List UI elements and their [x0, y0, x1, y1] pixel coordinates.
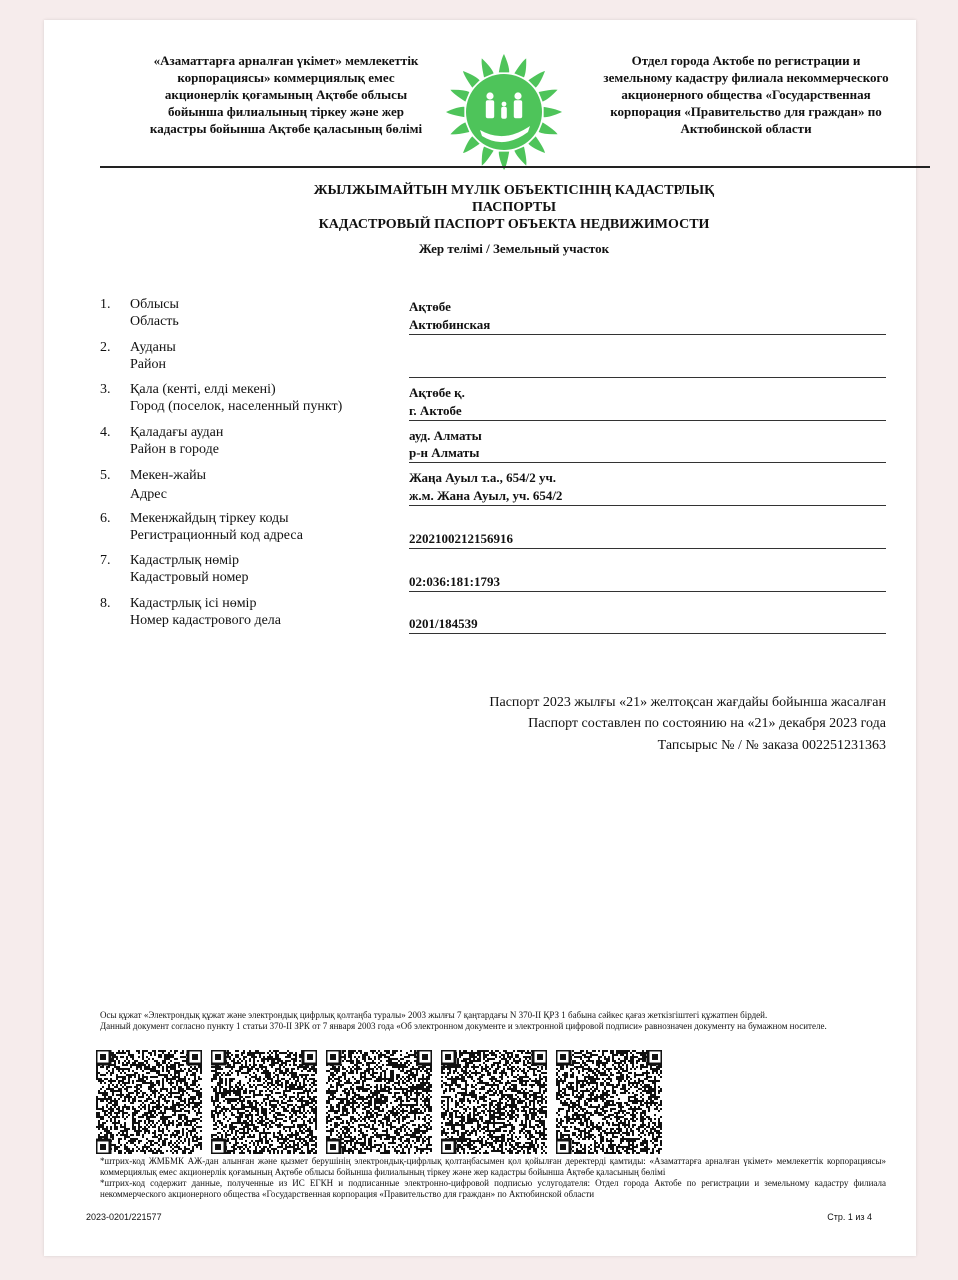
barcode-footnote [100, 1156, 886, 1200]
field-number: 5. [100, 468, 111, 483]
field-label [130, 467, 410, 503]
field-cadastral-number [44, 552, 916, 594]
document-id: 2023-0201/221577 [86, 1212, 162, 1222]
field-label-kz: Мекен-жайы [130, 468, 207, 483]
field-label [130, 510, 410, 544]
field-district [44, 339, 916, 381]
passport-date-kz: Паспорт 2023 жылғы «21» желтоқсан жағдайы бойынша жасалған [489, 695, 886, 710]
legal-notice-ru: Данный документ согласно пункту 1 статьи 370-II ЗРК от 7 января 2003 года «Об электронном документе и электронной цифровой подписи» равнозначен документу на бумажном носителе. [100, 1021, 827, 1031]
field-region [44, 296, 916, 338]
field-address [44, 467, 916, 509]
field-underline [409, 462, 886, 463]
field-address-code [44, 510, 916, 552]
title-line-kz: ЖЫЛЖЫМАЙТЫН МҮЛІК ОБЪЕКТІСІНІҢ КАДАСТРЛЫҚ [313, 183, 715, 198]
field-value-ru: ж.м. Жана Ауыл, уч. 654/2 [409, 488, 563, 503]
qr-code-icon [96, 1050, 202, 1154]
field-label-kz: Облысы [130, 297, 179, 312]
passport-date-ru: Паспорт составлен по состоянию на «21» декабря 2023 года [528, 716, 886, 731]
field-value-ru: Актюбинская [409, 317, 491, 332]
field-label [130, 595, 410, 629]
qr-code-strip [96, 1050, 676, 1154]
field-label-ru: Кадастровый номер [130, 570, 249, 585]
field-label-ru: Район [130, 357, 166, 372]
field-underline [409, 377, 886, 378]
field-number: 4. [100, 425, 111, 440]
field-underline [409, 334, 886, 335]
field-cadastral-case [44, 595, 916, 637]
field-value-ru: 0201/184539 [409, 616, 478, 631]
field-label-kz: Кадастрлық нөмір [130, 553, 239, 568]
header-left-org-kz: «Азаматтарға арналған үкімет» мемлекеттік корпорациясы» коммерциялық емес акционерлік қоғамының Ақтөбе облысы бойынша филиалының тіркеу және жер кадастры бойынша Ақтөбе қаласының бөлімі [149, 53, 423, 136]
document-page [44, 20, 916, 1256]
field-label-ru: Район в городе [130, 442, 219, 457]
field-value-kz: Жаңа Ауыл т.а., 654/2 уч. [409, 470, 557, 485]
field-value-ru: 02:036:181:1793 [409, 574, 500, 589]
qr-code-icon [326, 1050, 432, 1154]
field-label-kz: Мекенжайдың тіркеу коды [130, 511, 289, 526]
field-label-ru: Адрес [130, 487, 168, 502]
field-label-ru: Номер кадастрового дела [130, 613, 282, 628]
field-label-kz: Кадастрлық ісі нөмір [130, 596, 257, 611]
qr-code-icon [556, 1050, 662, 1154]
field-number: 7. [100, 553, 111, 568]
field-label [130, 552, 410, 586]
legal-notice-kz: Осы құжат «Электрондық құжат және электрондық цифрлық қолтаңба туралы» 2003 жылғы 7 қаңтардағы N 370-II ҚРЗ 1 бабына сәйкес қағаз жеткізгіштегі құжатпен бірдей. [100, 1010, 768, 1020]
field-label-ru: Город (поселок, населенный пункт) [130, 399, 343, 414]
field-value-ru: г. Актобе [409, 403, 462, 418]
title-line-ru: КАДАСТРОВЫЙ ПАСПОРТ ОБЪЕКТА НЕДВИЖИМОСТИ [318, 217, 710, 232]
field-underline [409, 548, 886, 549]
field-label-ru: Область [130, 314, 179, 329]
header-divider [100, 166, 930, 168]
field-number: 6. [100, 511, 111, 526]
legal-notice [100, 1010, 886, 1032]
barcode-footnote-kz: *штрих-код ЖМБМК АЖ-дан алынған және қызмет берушінің электрондық-цифрлық қолтаңбасымен қол қойылған деректерді қамтиды: «Азаматтарға арналған үкімет» мемлекеттік корпорациясы» коммерциялық емес акционерлік қоғамының Ақтөбе облысы бойынша филиалының тіркеу және жер кадастры бойынша Ақтөбе қаласының бөлімі [100, 1156, 886, 1177]
family-sun-logo-icon [442, 50, 566, 174]
field-label-kz: Ауданы [130, 340, 176, 355]
field-underline [409, 420, 886, 421]
field-label-kz: Қала (кенті, елді мекені) [130, 382, 276, 397]
field-number: 2. [100, 340, 111, 355]
passport-date-info [366, 692, 886, 734]
order-number: Тапсырыс № / № заказа 002251231363 [657, 738, 886, 753]
field-value-ru: 2202100212156916 [409, 531, 513, 546]
field-underline [409, 633, 886, 634]
field-number: 8. [100, 596, 111, 611]
qr-code-icon [211, 1050, 317, 1154]
document-title [204, 182, 824, 233]
field-number: 3. [100, 382, 111, 397]
title-line-kz-2: ПАСПОРТЫ [472, 200, 556, 215]
page-number: Стр. 1 из 4 [827, 1212, 872, 1222]
field-value-kz: Ақтөбе [409, 299, 451, 314]
header-right-org-ru: Отдел города Актобе по регистрации и земельному кадастру филиала некоммерческого акционерного общества «Государственная корпорация «Правительство для граждан» по Актюбинской области [603, 53, 889, 136]
field-value-kz: ауд. Алматы [409, 428, 482, 443]
field-underline [409, 505, 886, 506]
field-label [130, 339, 410, 373]
field-label [130, 424, 410, 458]
field-label [130, 381, 410, 415]
field-city [44, 381, 916, 423]
field-label-kz: Қаладағы аудан [130, 425, 224, 440]
field-label [130, 296, 410, 330]
field-city-district [44, 424, 916, 466]
qr-code-icon [441, 1050, 547, 1154]
barcode-footnote-ru: *штрих-код содержит данные, полученные из ИС ЕГКН и подписанные электронно-цифровой подписью услугодателя: Отдел города Актобе по регистрации и земельному кадастру филиала некоммерческого акционерного общества «Государственная корпорация «Правительство для граждан» по Актюбинской области [100, 1178, 886, 1199]
field-value-ru: р-н Алматы [409, 445, 480, 460]
field-underline [409, 591, 886, 592]
document-subtitle: Жер телімі / Земельный участок [418, 241, 610, 256]
field-label-ru: Регистрационный код адреса [130, 528, 303, 543]
field-value-kz: Ақтөбе қ. [409, 385, 465, 400]
field-number: 1. [100, 297, 111, 312]
